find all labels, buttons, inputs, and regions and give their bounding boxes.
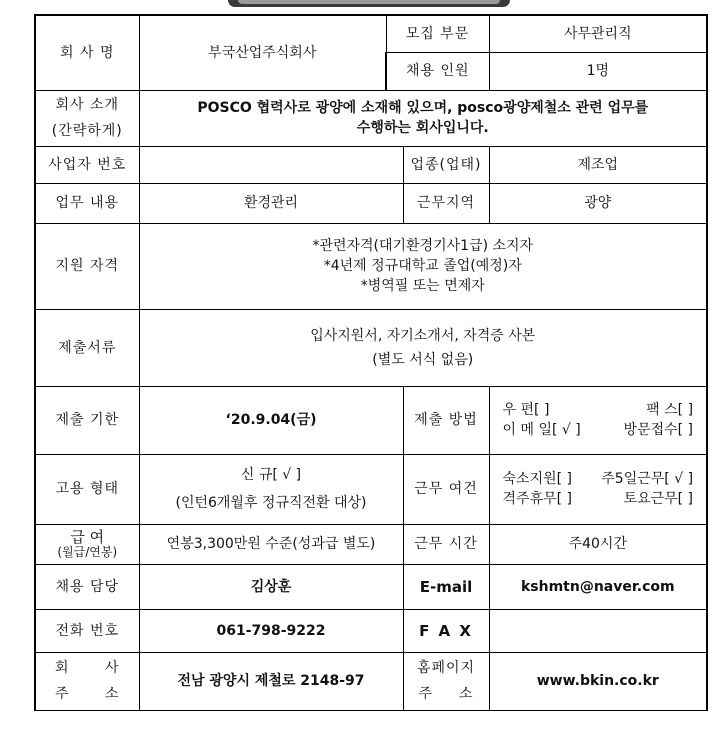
condition-alt-off: 격주휴무[ ] — [502, 491, 573, 507]
row-phone — [35, 609, 707, 652]
company-name-label: 회 사 명 — [35, 15, 139, 90]
qualification-value — [139, 223, 707, 309]
row-business-no — [35, 146, 707, 183]
qualification-item-2: *4년제 정규대학교 졸업(예정)자 — [323, 258, 522, 274]
homepage-label — [403, 652, 489, 710]
intro-value — [139, 90, 707, 146]
address-label — [35, 652, 139, 710]
row-duty — [35, 183, 707, 223]
row-address — [35, 652, 707, 710]
window-top-tab — [228, 0, 510, 7]
recruit-dept-value: 사무관리직 — [489, 15, 707, 52]
salary-label-line2: (월급/연봉) — [57, 545, 118, 559]
documents-label: 제출서류 — [35, 309, 139, 386]
intro-line2: 수행하는 회사입니다. — [356, 120, 489, 136]
intro-label-line1: 회사 소개 — [55, 97, 120, 113]
submit-option-fax: 팩 스[ ] — [646, 402, 694, 418]
location-label: 근무지역 — [403, 183, 489, 223]
fax-label: F A X — [403, 609, 489, 652]
documents-value — [139, 309, 707, 386]
address-value: 전남 광양시 제철로 2148-97 — [139, 652, 403, 710]
address-label-line1 — [39, 655, 136, 681]
work-conditions-row-2 — [493, 489, 704, 509]
address-label-line1-a: 회 — [55, 660, 70, 676]
email-value: kshmtn@naver.com — [489, 564, 707, 609]
submit-option-post: 우 편[ ] — [502, 402, 550, 418]
condition-five-day: 주5일근무[ √ ] — [601, 471, 694, 487]
address-label-line1-b: 사 — [104, 660, 120, 676]
row-employment — [35, 454, 707, 524]
duty-value: 환경관리 — [139, 183, 403, 223]
row-contact — [35, 564, 707, 609]
salary-label-line1: 급 여 — [70, 528, 105, 546]
work-hours-label: 근무 시간 — [403, 524, 489, 564]
job-posting-table — [34, 14, 708, 711]
row-deadline — [35, 386, 707, 454]
phone-label: 전화 번호 — [35, 609, 139, 652]
submit-method-row-2 — [493, 420, 704, 440]
work-conditions-row-1 — [493, 469, 704, 489]
employment-type-line1: 신 규[ √ ] — [240, 467, 302, 483]
work-conditions-label: 근무 여건 — [403, 454, 489, 524]
contact-person-value: 김상훈 — [139, 564, 403, 609]
intro-label — [35, 90, 139, 146]
email-label: E-mail — [403, 564, 489, 609]
industry-value: 제조업 — [489, 146, 707, 183]
row-company-name — [35, 15, 707, 52]
business-no-label: 사업자 번호 — [35, 146, 139, 183]
work-hours-value: 주40시간 — [489, 524, 707, 564]
condition-saturday: 토요근무[ ] — [623, 491, 694, 507]
fax-value — [489, 609, 707, 652]
window-top-tab-inner — [238, 0, 500, 4]
company-name-value: 부국산업주식회사 — [139, 15, 386, 90]
employment-type-value — [139, 454, 403, 524]
row-documents — [35, 309, 707, 386]
submit-option-email: 이 메 일[ √ ] — [502, 422, 581, 438]
location-value: 광양 — [489, 183, 707, 223]
recruit-dept-label: 모집 부문 — [386, 15, 489, 52]
homepage-label-line2 — [407, 681, 486, 707]
work-conditions-options — [489, 454, 707, 524]
business-no-value — [139, 146, 403, 183]
submit-option-visit: 방문접수[ ] — [623, 422, 694, 438]
homepage-value: www.bkin.co.kr — [489, 652, 707, 710]
headcount-label: 채용 인원 — [386, 52, 489, 90]
duty-label: 업무 내용 — [35, 183, 139, 223]
row-intro — [35, 90, 707, 146]
row-qualification — [35, 223, 707, 309]
headcount-value: 1명 — [489, 52, 707, 90]
industry-label: 업종(업태) — [403, 146, 489, 183]
submit-method-row-1 — [493, 400, 704, 420]
deadline-label: 제출 기한 — [35, 386, 139, 454]
contact-person-label: 채용 담당 — [35, 564, 139, 609]
submit-method-label: 제출 방법 — [403, 386, 489, 454]
documents-line2: (별도 서식 없음) — [372, 351, 474, 368]
deadline-value: ‘20.9.04(금) — [139, 386, 403, 454]
qualification-item-1: *관련자격(대기환경기사1급) 소지자 — [312, 238, 534, 254]
salary-value: 연봉3,300만원 수준(성과급 별도) — [139, 524, 403, 564]
condition-dorm: 숙소지원[ ] — [502, 471, 573, 487]
phone-value: 061-798-9222 — [139, 609, 403, 652]
intro-label-line2: (간략하게) — [51, 123, 123, 139]
address-label-line2-b: 소 — [104, 686, 120, 702]
qualification-label: 지원 자격 — [35, 223, 139, 309]
qualification-item-3: *병역필 또는 면제자 — [360, 278, 485, 294]
documents-line1: 입사지원서, 자기소개서, 자격증 사본 — [310, 327, 536, 344]
homepage-label-line1: 홈페이지 — [416, 660, 476, 676]
intro-line1: POSCO 협력사로 광양에 소재해 있으며, posco광양제철소 관련 업무를 — [197, 100, 649, 116]
homepage-label-line2-a: 주 — [418, 686, 434, 702]
address-label-line2 — [39, 681, 136, 707]
employment-type-line2: (인턴6개월후 정규직전환 대상) — [175, 495, 367, 511]
submit-method-options — [489, 386, 707, 454]
row-salary — [35, 524, 707, 564]
homepage-label-line2-b: 소 — [459, 686, 474, 702]
salary-label — [35, 524, 139, 564]
employment-type-label: 고용 형태 — [35, 454, 139, 524]
address-label-line2-a: 주 — [55, 686, 70, 702]
